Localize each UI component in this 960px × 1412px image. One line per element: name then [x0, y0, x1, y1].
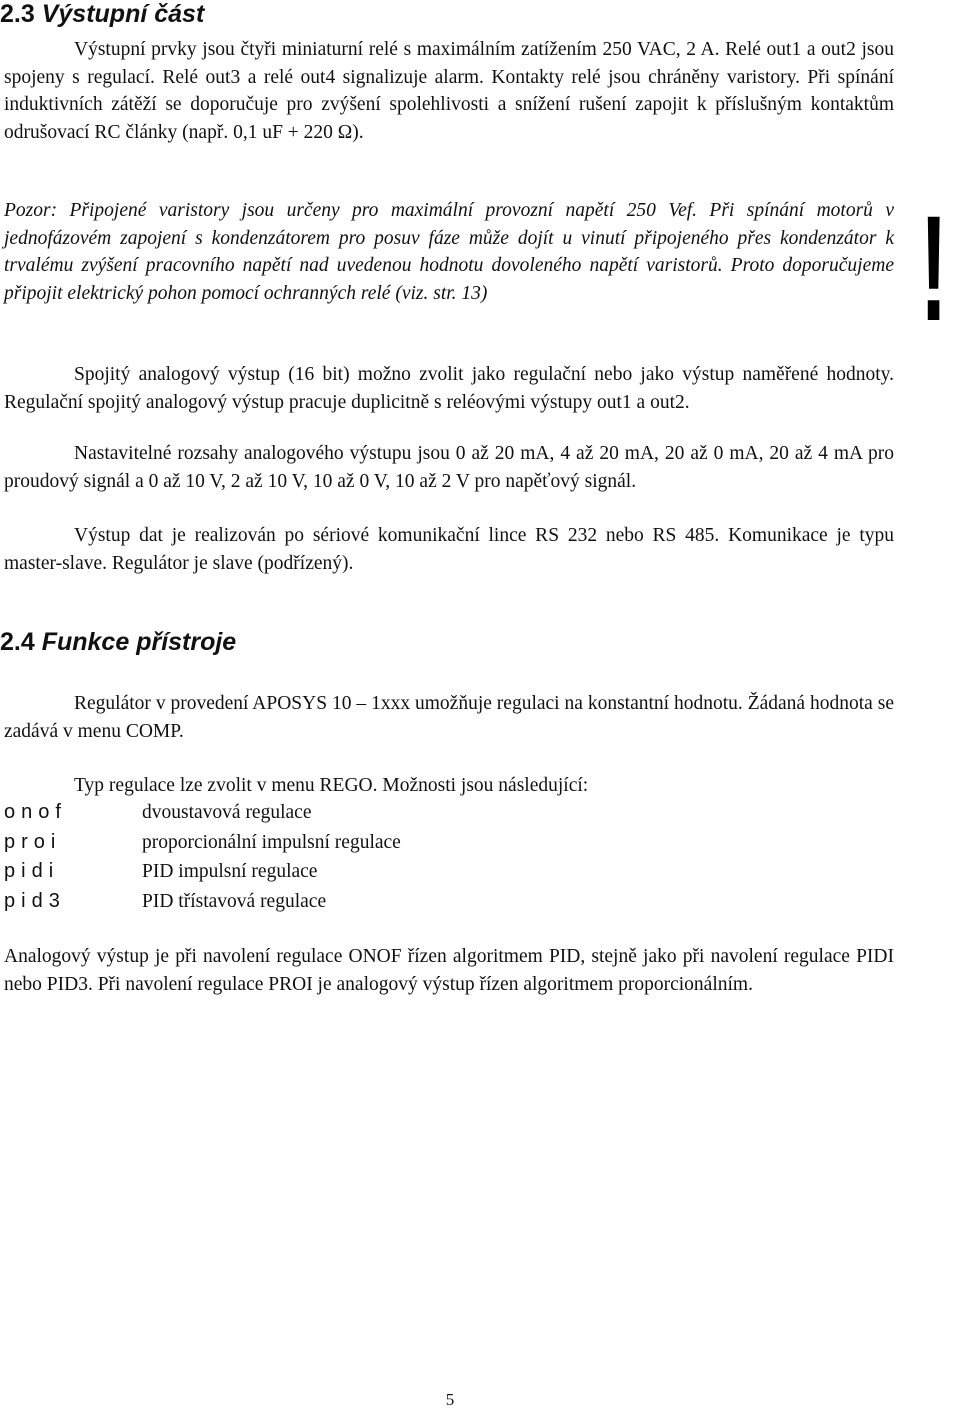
mode-description: proporcionální impulsní regulace [142, 831, 401, 853]
list-item [4, 857, 704, 887]
mode-code: proi [4, 830, 62, 853]
device-function-paragraph: Regulátor v provedení APOSYS 10 – 1xxx umožňuje regulaci na konstantní hodnotu. Žádaná hodnota se zadává v menu COMP. [4, 693, 894, 742]
exclamation-icon: ! [920, 184, 948, 352]
section-number: 2.4 [0, 628, 35, 656]
list-item [4, 887, 704, 917]
output-elements-paragraph: Výstupní prvky jsou čtyři miniaturní relé s maximálním zatížením 250 VAC, 2 A. Relé out1 a out2 jsou spojeny s regulací. Relé out3 a relé out4 signalizuje alarm. Kontakty relé jsou chráněny varistory. Při spínání induktivních zátěží se doporučuje pro zvýšení spolehlivosti a snížení rušení zapojit k příslušným kontaktům odrušovací RC články (např. 0,1 uF + 220 Ω). [4, 39, 894, 143]
warning-label: Pozor: [4, 200, 58, 221]
section-title: Výstupní část [41, 0, 205, 28]
analog-output-paragraph: Spojitý analogový výstup (16 bit) možno zvolit jako regulační nebo jako výstup naměřené hodnoty. Regulační spojitý analogový výstup pracuje duplicitně s reléovými výstupy out1 a out2. [4, 364, 894, 413]
regulation-mode-list [4, 798, 704, 916]
output-ranges-paragraph: Nastavitelné rozsahy analogového výstupu jsou 0 až 20 mA, 4 až 20 mA, 20 až 0 mA, 20 až 4 mA pro proudový signál a 0 až 10 V, 2 až 10 V, 10 až 0 V, 10 až 2 V pro napěťový signál. [4, 443, 894, 492]
section-heading-2-4 [0, 628, 236, 656]
page-number: 5 [445, 1390, 455, 1409]
mode-code: pid3 [4, 889, 66, 912]
section-number: 2.3 [0, 0, 35, 28]
list-item [4, 828, 704, 858]
closing-paragraph: Analogový výstup je při navolení regulace ONOF řízen algoritmem PID, stejně jako při navolení regulace PIDI nebo PID3. Při navolení regulace PROI je analogový výstup řízen algoritmem proporcionálním. [4, 946, 894, 995]
mode-description: dvoustavová regulace [142, 802, 312, 823]
regulation-type-intro: Typ regulace lze zvolit v menu REGO. Možnosti jsou následující: [74, 775, 589, 796]
data-output-paragraph: Výstup dat je realizován po sériové komunikační lince RS 232 nebo RS 485. Komunikace je typu master-slave. Regulátor je slave (podřízený). [4, 525, 894, 574]
warning-paragraph [4, 197, 894, 307]
list-item [4, 798, 704, 828]
warning-text: Připojené varistory jsou určeny pro maximální provozní napětí 250 Vef. Při spínání motorů v jednofázovém zapojení s kondenzátorem pro posuv fáze může dojít u vinutí připojeného přes kondenzátor k trvalému zvýšení pracovního napětí nad uvedenou hodnotu dovoleného napětí varistorů. Proto doporučujeme připojit elektrický pohon pomocí ochranných relé (viz. str. 13) [4, 200, 895, 304]
section-title: Funkce přístroje [41, 628, 237, 656]
mode-code: onof [4, 801, 67, 823]
section-heading-2-3 [0, 0, 204, 28]
mode-code: pidi [4, 860, 60, 882]
mode-description: PID impulsní regulace [142, 861, 318, 882]
mode-description: PID třístavová regulace [142, 890, 327, 912]
